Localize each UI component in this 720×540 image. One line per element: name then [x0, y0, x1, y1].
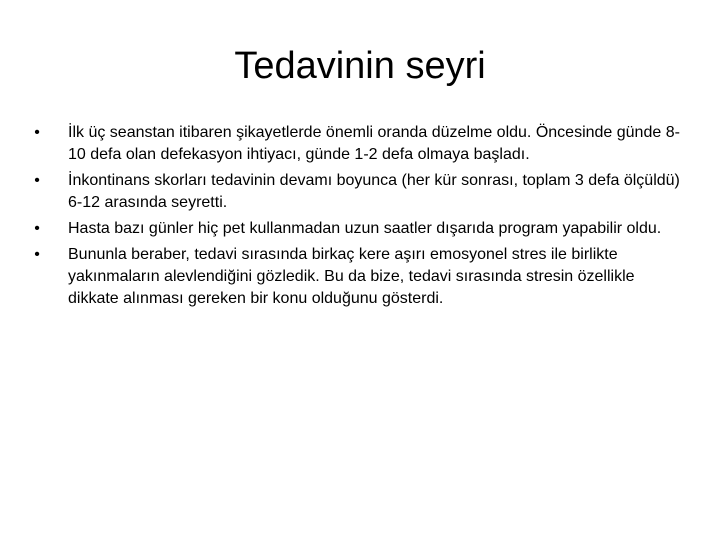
bullet-icon: •	[34, 124, 40, 141]
bullet-list	[30, 122, 680, 310]
bullet-text: Bununla beraber, tedavi sırasında birkaç kere aşırı emosyonel stres ile birlikte yakınmaların alevlendiğini gözledik. Bu da bize, tedavi sırasında stresin özellikle dikkate alınması gereken bir konu olduğunu gösterdi.	[68, 246, 635, 307]
bullet-icon: •	[34, 220, 40, 237]
bullet-item	[30, 218, 680, 240]
bullet-text: Hasta bazı günler hiç pet kullanmadan uzun saatler dışarıda program yapabilir oldu.	[68, 220, 662, 237]
slide-title: Tedavinin seyri	[234, 45, 486, 87]
bullet-text: İlk üç seanstan itibaren şikayetlerde önemli oranda düzelme oldu. Öncesinde günde 8-10 defa olan defekasyon ihtiyacı, günde 1-2 defa olmaya başladı.	[68, 124, 680, 163]
slide-body	[30, 122, 680, 314]
bullet-icon: •	[34, 246, 40, 263]
bullet-item	[30, 122, 680, 166]
bullet-item	[30, 170, 680, 214]
bullet-item	[30, 244, 680, 310]
bullet-text: İnkontinans skorları tedavinin devamı boyunca (her kür sonrası, toplam 3 defa ölçüldü) 6-12 arasında seyretti.	[68, 172, 680, 211]
bullet-icon: •	[34, 172, 40, 189]
